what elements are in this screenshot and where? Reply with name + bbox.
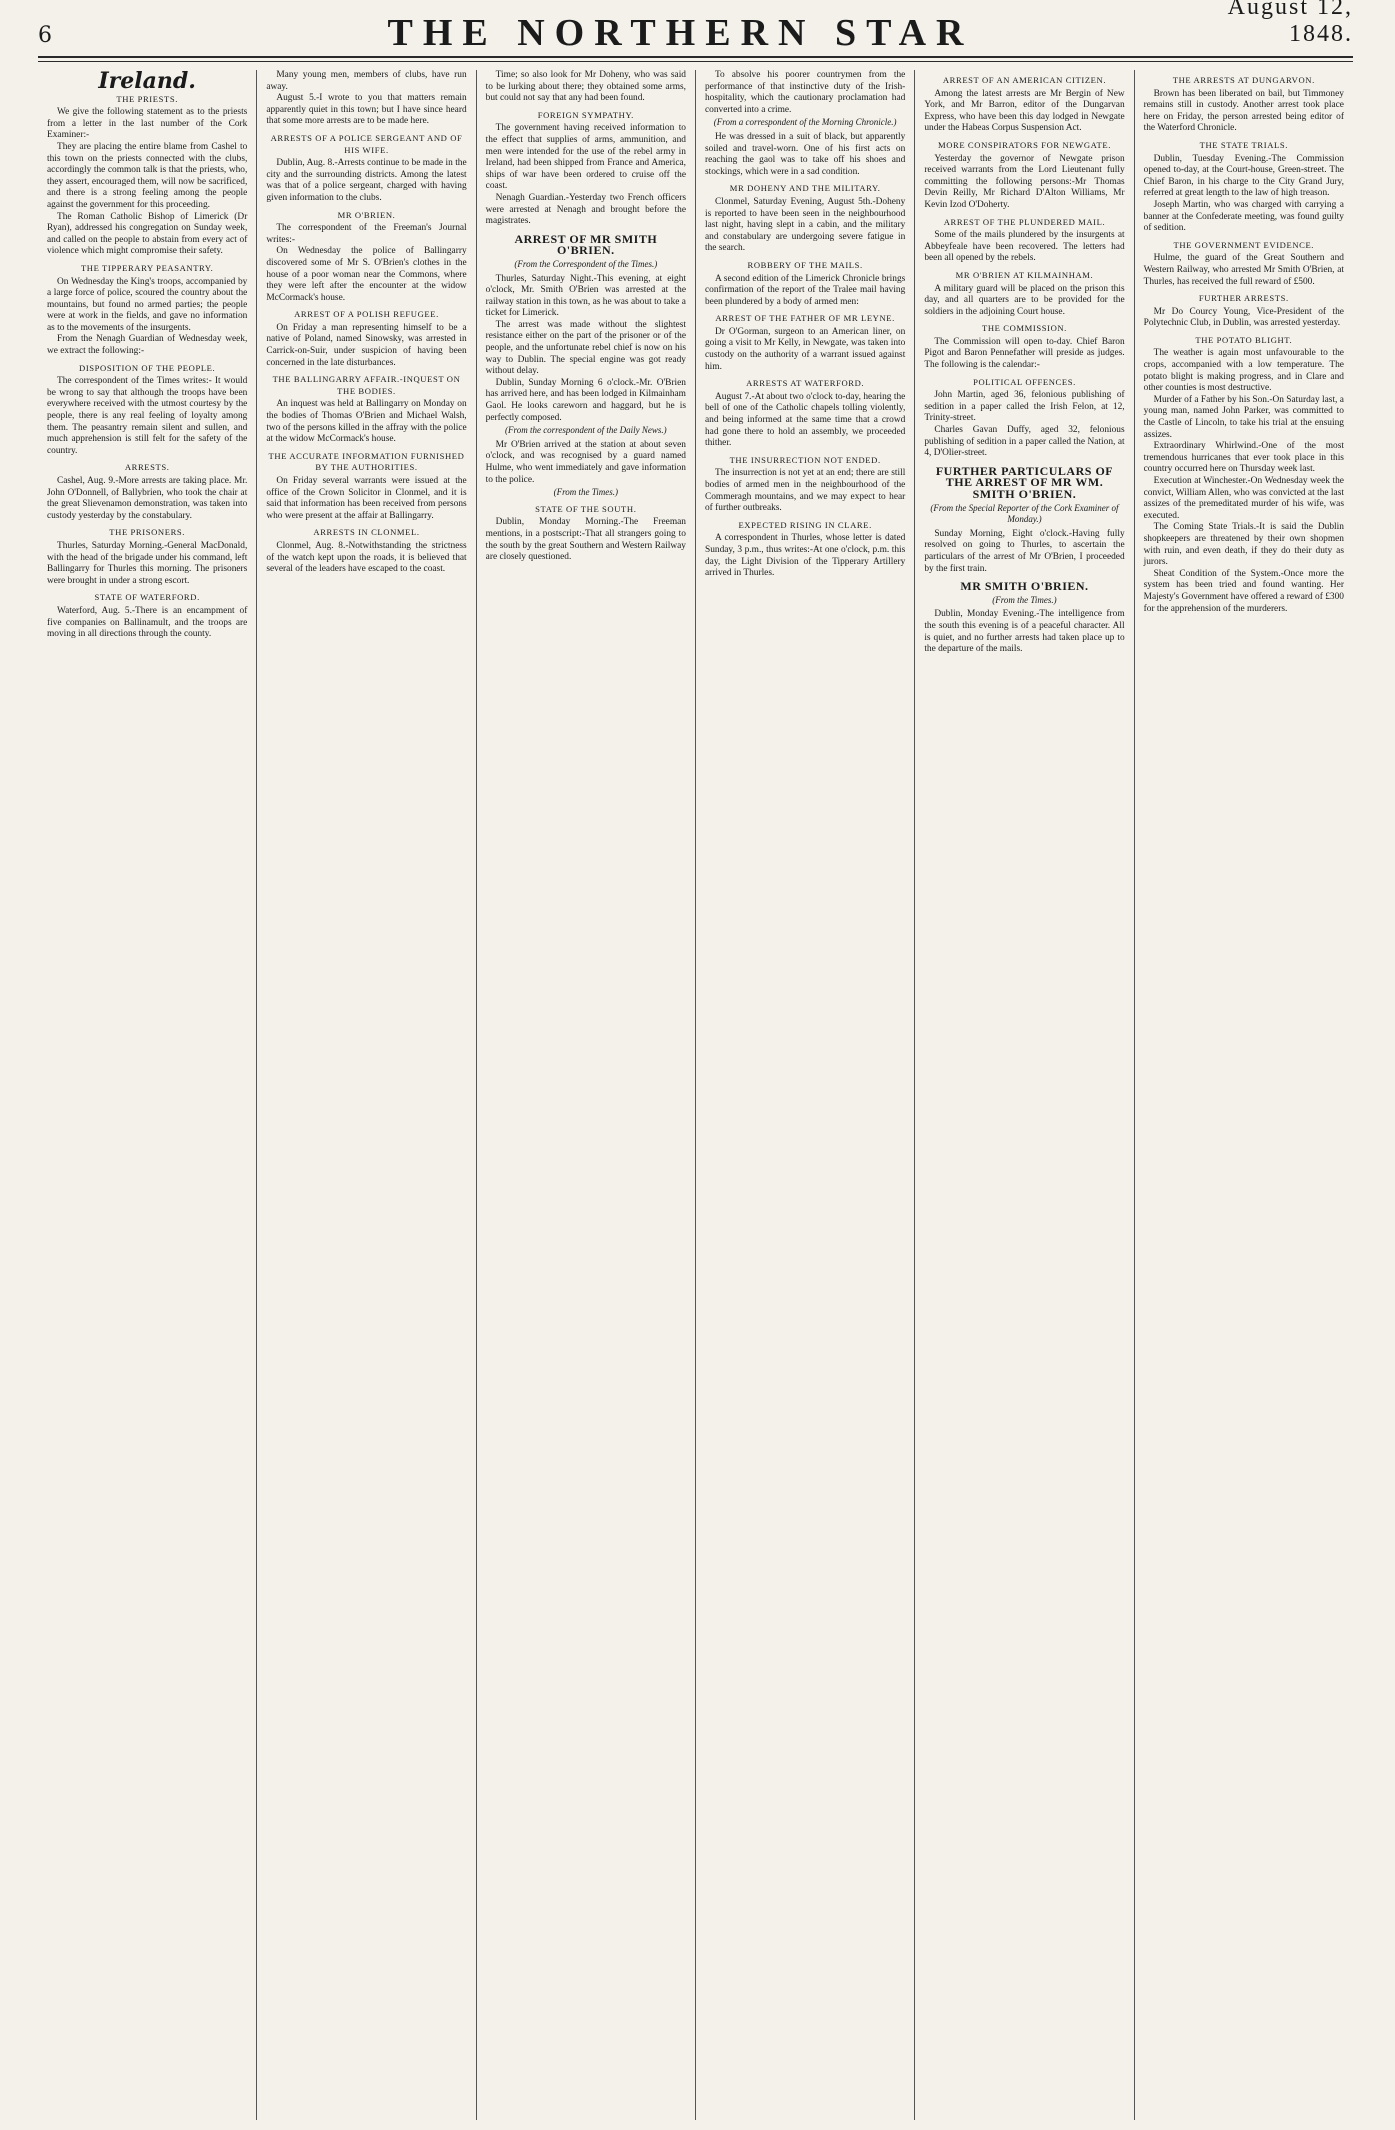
article-paragraph: Dublin, Monday Evening.-The intelligence from the south this evening is of a peaceful character. All is quiet, and no further arrests had taken place up to the departure of the mails. xyxy=(924,609,1125,655)
article-paragraph: Thurles, Saturday Night.-This evening, at eight o'clock, Mr. Smith O'Brien was arrested at the railway station in this town, as he was about to take a ticket for Limerick. xyxy=(485,273,686,319)
article-headline: ARRESTS OF A POLICE SERGEANT AND OF HIS WIFE. xyxy=(270,132,463,155)
article-paragraph: On Friday several warrants were issued at the office of the Crown Solicitor in Clonmel, and it is said that information has been received from persons who were present at the affair at Ballingarry. xyxy=(266,476,467,521)
article-paragraph: Some of the mails plundered by the insurgents at Abbeyfeale have been recovered. The letters had been all opened by the rebels. xyxy=(924,230,1125,264)
article-headline: THE POTATO BLIGHT. xyxy=(1195,334,1293,345)
major-headline: MR SMITH O'BRIEN. xyxy=(960,579,1089,594)
column-6 xyxy=(1135,70,1353,2120)
article-paragraph: Time; so also look for Mr Doheny, who was said to be lurking about there; they obtained some arms, but could not say that any had been found. xyxy=(485,70,686,104)
article-paragraph: The Roman Catholic Bishop of Limerick (Dr Ryan), addressed his congregation on Sunday week, and called on the people to abstain from every act of violence which might compromise their safety. xyxy=(47,211,248,257)
article-paragraph: Waterford, Aug. 5.-There is an encampment of five companies on Ballinamult, and the troops are moving in all directions through the county. xyxy=(47,605,248,640)
article-headline: ARRESTS AT WATERFORD. xyxy=(746,378,865,389)
column-4 xyxy=(696,70,915,2120)
article-paragraph: Dublin, Tuesday Evening.-The Commission opened to-day, at the Court-house, Green-street. The Chief Baron, in his charge to the City Grand Jury, referred at great length to the law of high treason. xyxy=(1143,153,1344,199)
article-paragraph: August 7.-At about two o'clock to-day, hearing the bell of one of the Catholic chapels tolling violently, and being informed at the same time that a crowd had gone there to hold an assembly, we proceeded thither. xyxy=(704,391,906,449)
article-paragraph: Clonmel, Aug. 8.-Notwithstanding the strictness of the watch kept upon the roads, it is believed that several of the leaders have escaped to the coast. xyxy=(266,540,467,575)
article-paragraph: Extraordinary Whirlwind.-One of the most tremendous hurricanes that ever took place in this country occurred here on Thursday week last. xyxy=(1143,441,1344,475)
column-3 xyxy=(477,70,696,2120)
article-paragraph: To absolve his poorer countrymen from the performance of that instinctive duty of the Irish-hospitality, which the cautionary proclamation had converted into a crime. xyxy=(704,70,906,115)
article-headline: ARREST OF A POLISH REFUGEE. xyxy=(294,309,439,320)
article-headline: ARREST OF THE FATHER OF MR LEYNE. xyxy=(715,313,895,324)
column-1 xyxy=(38,70,257,2120)
article-headline: THE GOVERNMENT EVIDENCE. xyxy=(1173,239,1315,250)
article-headline: POLITICAL OFFENCES. xyxy=(973,376,1076,387)
article-paragraph: Dublin, Monday Morning.-The Freeman mentions, in a postscript:-That all strangers going to the south by the great Southern and Western Railway are closely questioned. xyxy=(485,517,686,563)
article-paragraph: Brown has been liberated on bail, but Timmoney remains still in custody. Another arrest took place here on Friday, the person arrested being editor of the Waterford Chronicle. xyxy=(1143,88,1344,134)
section-heading: Ireland. xyxy=(98,70,196,94)
article-paragraph: Sheat Condition of the System.-Once more the system has been tried and found wanting. Her Majesty's Government have offered a reward of £300 for the apprehension of the murderers. xyxy=(1143,568,1344,614)
article-paragraph: Among the latest arrests are Mr Bergin of New York, and Mr Barron, editor of the Dungarvan Express, who have been this day lodged in Newgate under the Habeas Corpus Suspension Act. xyxy=(924,88,1125,134)
article-paragraph: The correspondent of the Freeman's Journal writes:- xyxy=(266,223,467,245)
article-paragraph: August 5.-I wrote to you that matters remain apparently quiet in this town; but I have since heard that some more arrests are to be made here. xyxy=(266,93,467,127)
article-paragraph: A military guard will be placed on the prison this day, and all quarters are to be provided for the soldiers in the adjoining Court house. xyxy=(924,283,1125,317)
article-paragraph: Joseph Martin, who was charged with carrying a banner at the Confederate meeting, was found guilty of sedition. xyxy=(1143,199,1344,234)
article-paragraph: Sunday Morning, Eight o'clock.-Having fully resolved on going to Thurles, to ascertain the particulars of the arrest of Mr O'Brien, I proceeded by the first train. xyxy=(924,528,1125,574)
article-paragraph: Clonmel, Saturday Evening, August 5th.-Doheny is reported to have been seen in the neighbourhood last night, having slept in a cabin, and the military and constabulary are undergoing severe fatigue in the search. xyxy=(704,196,906,254)
source-credit: (From a correspondent of the Morning Chronicle.) xyxy=(713,117,897,128)
source-credit: (From the Times.) xyxy=(992,594,1057,605)
page-number: 6 xyxy=(38,23,52,48)
column-5 xyxy=(915,70,1134,2120)
article-headline: FOREIGN SYMPATHY. xyxy=(537,109,634,120)
article-paragraph: A second edition of the Limerick Chronicle brings confirmation of the report of the Tralee mail having been plundered by a body of armed men: xyxy=(704,273,906,307)
article-paragraph: The government having received information to the effect that supplies of arms, ammunition, and men were intended for the use of the rebel army in Ireland, had been shipped from France and America, ships of war have been ordered to cruise off the coast. xyxy=(485,123,686,192)
article-paragraph: Many young men, members of clubs, have run away. xyxy=(266,70,467,92)
article-headline: THE BALLINGARRY AFFAIR.-INQUEST ON THE BODIES. xyxy=(272,374,461,396)
article-paragraph: Execution at Winchester.-On Wednesday week the convict, William Allen, who was convicted at the last assizes of the premeditated murder of his wife, was executed. xyxy=(1143,476,1344,521)
article-paragraph: John Martin, aged 36, felonious publishing of sedition in a paper called the Irish Felon, at 12, Trinity-street. xyxy=(924,390,1125,424)
article-headline: THE PRIESTS. xyxy=(116,93,178,104)
article-paragraph: A correspondent in Thurles, whose letter is dated Sunday, 3 p.m., thus writes:-At one o'clock, p.m. this day, the Light Division of the Tipperary Artillery arrived in Thurles. xyxy=(704,533,906,579)
article-paragraph: Hulme, the guard of the Great Southern and Western Railway, who arrested Mr Smith O'Brien, at Thurles, has received the full reward of £500. xyxy=(1143,253,1344,287)
article-headline: THE TIPPERARY PEASANTRY. xyxy=(80,262,214,273)
article-paragraph: The Coming State Trials.-It is said the Dublin shopkeepers are threatened by their own shopmen with ruin, and even death, if they do their duty as jurors. xyxy=(1143,522,1344,568)
article-headline: ARREST OF THE PLUNDERED MAIL. xyxy=(943,216,1106,227)
column-2 xyxy=(257,70,476,2120)
article-paragraph: Nenagh Guardian.-Yesterday two French officers were arrested at Nenagh and brought before the magistrates. xyxy=(485,192,686,227)
article-columns xyxy=(38,70,1353,2120)
major-headline: ARREST OF MR SMITH O'BRIEN. xyxy=(514,231,658,258)
masthead xyxy=(38,0,1353,52)
article-paragraph: Dublin, Aug. 8.-Arrests continue to be made in the city and the surrounding districts. Among the latest was that of a police sergeant, charged with having given information to the clubs. xyxy=(266,158,467,203)
source-credit: (From the Times.) xyxy=(553,487,619,498)
article-paragraph: Thurles, Saturday Morning.-General MacDonald, with the head of the brigade under his command, left Ballingarry for Thurles this morning. The prisoners were brought in under a strong escort. xyxy=(47,540,248,586)
article-headline: ARRESTS. xyxy=(124,462,170,473)
article-paragraph: Dr O'Gorman, surgeon to an American liner, on going a visit to Mr Kelly, in Newgate, was taken into custody on the authority of a warrant issued against him. xyxy=(704,326,906,372)
article-paragraph: Mr O'Brien arrived at the station at about seven o'clock, and was recognised by a guard named Hulme, who went immediately and gave information to the police. xyxy=(485,439,686,485)
article-paragraph: He was dressed in a suit of black, but apparently soiled and travel-worn. One of his first acts on reaching the gaol was to take off his shoes and stockings, which were in a sad condition. xyxy=(704,131,906,177)
article-paragraph: On Friday a man representing himself to be a native of Poland, named Sinowsky, was arrested in Carrick-on-Suir, under suspicion of having been concerned in the late disturbances. xyxy=(266,322,467,368)
article-paragraph: Mr Do Courcy Young, Vice-President of the Polytechnic Club, in Dublin, was arrested yesterday. xyxy=(1143,306,1344,329)
article-paragraph: Cashel, Aug. 9.-More arrests are taking place. Mr. John O'Donnell, of Ballybrien, who took the chair at the great Slievenamon demonstration, was taken into custody yesterday by the constabulary. xyxy=(47,476,248,521)
major-headline: FURTHER PARTICULARS OF THE ARREST OF MR WM. SMITH O'BRIEN. xyxy=(935,463,1114,501)
article-paragraph: On Wednesday the King's troops, accompanied by a large force of police, scoured the country about the mountains, but found no armed parties; the people were at work in the fields, and gave no information as to the movements of the insurgents. xyxy=(47,276,248,333)
article-paragraph: An inquest was held at Ballingarry on Monday on the bodies of Thomas O'Brien and Michael Walsh, two of the persons killed in the affray with the police at the widow McCormack's house. xyxy=(266,399,467,445)
article-headline: MORE CONSPIRATORS FOR NEWGATE. xyxy=(937,139,1111,150)
article-headline: FURTHER ARRESTS. xyxy=(1198,293,1289,304)
article-paragraph: They are placing the entire blame from Cashel to this town on the priests connected with the clubs, accordingly the common talk is that the priests, who, they assert, encouraged them, will now be sacrificed, and there is a strong feeling among the people against the government for this proceeding. xyxy=(47,141,248,210)
source-credit: (From the Special Reporter of the Cork Examiner of Monday.) xyxy=(930,502,1119,525)
article-headline: ROBBERY OF THE MAILS. xyxy=(747,259,863,270)
article-headline: ARREST OF AN AMERICAN CITIZEN. xyxy=(942,75,1107,85)
article-headline: STATE OF THE SOUTH. xyxy=(535,503,637,514)
article-headline: THE INSURRECTION NOT ENDED. xyxy=(729,454,881,465)
article-paragraph: The Commission will open to-day. Chief Baron Pigot and Baron Pennefather will preside as judges. The following is the calendar:- xyxy=(924,336,1125,371)
article-headline: THE ACCURATE INFORMATION FURNISHED BY THE AUTHORITIES. xyxy=(268,450,465,473)
article-paragraph: The insurrection is not yet at an end; there are still bodies of armed men in the neighbourhood of the Commeragh mountains, and we may expect to hear of further outbreaks. xyxy=(704,468,906,514)
article-paragraph: We give the following statement as to the priests from a letter in the last number of the Cork Examiner:- xyxy=(47,107,248,141)
article-paragraph: On Wednesday the police of Ballingarry discovered some of Mr S. O'Brien's clothes in the house of a poor woman near the Commons, where they were left after the encounter at the widow McCormack's house. xyxy=(266,246,467,303)
article-paragraph: The weather is again most unfavourable to the crops, accompanied with a low temperature. The potato blight is making progress, and in Clare and other counties is most destructive. xyxy=(1143,348,1344,394)
article-paragraph: Yesterday the governor of Newgate prison received warrants from the Lord Lieutenant fully committing the following persons:-Mr Thomas Devin Reilly, Mr Richard D'Alton Williams, Mr Kevin Izod O'Doherty. xyxy=(924,153,1125,210)
article-headline: DISPOSITION OF THE PEOPLE. xyxy=(79,362,216,373)
article-paragraph: The arrest was made without the slightest resistance either on the part of the prisoner or of the people, and the unfortunate rebel chief is now on his way to Dublin. The special engine was got ready without delay. xyxy=(485,319,686,377)
article-headline: THE PRISONERS. xyxy=(109,527,186,538)
article-paragraph: The correspondent of the Times writes:- It would be wrong to say that although the troops have been everywhere received with the utmost courtesy by the people, there is any real feeling of loyalty among them. The peasantry remain silent and sullen, and much apprehension is still felt for the safety of the country. xyxy=(47,376,248,456)
article-paragraph: Dublin, Sunday Morning 6 o'clock.-Mr. O'Brien has arrived here, and has been lodged in Kilmainham Gaol. He looks careworn and haggard, but he is perfectly composed. xyxy=(485,377,686,423)
article-headline: EXPECTED RISING IN CLARE. xyxy=(738,519,872,530)
source-credit: (From the correspondent of the Daily News.) xyxy=(505,425,667,436)
header-rule xyxy=(38,56,1353,62)
issue-date: August 12, 1848. xyxy=(1227,0,1353,47)
article-headline: MR O'BRIEN. xyxy=(337,209,396,220)
source-credit: (From the Correspondent of the Times.) xyxy=(514,258,658,269)
article-paragraph: Charles Gavan Duffy, aged 32, felonious publishing of sedition in a paper called the Nation, at 4, D'Olier-street. xyxy=(924,425,1125,459)
newspaper-title: THE NORTHERN STAR xyxy=(387,12,974,54)
article-headline: MR O'BRIEN AT KILMAINHAM. xyxy=(955,269,1094,280)
article-headline: THE STATE TRIALS. xyxy=(1199,139,1288,150)
article-headline: STATE OF WATERFORD. xyxy=(94,592,200,603)
article-paragraph: Murder of a Father by his Son.-On Saturday last, a young man, named John Parker, was committed to the Castle of Lincoln, to take his trial at the ensuing assizes. xyxy=(1143,394,1344,440)
article-headline: THE COMMISSION. xyxy=(982,323,1067,334)
article-headline: THE ARRESTS AT DUNGARVON. xyxy=(1172,75,1315,85)
article-headline: ARRESTS IN CLONMEL. xyxy=(313,527,420,538)
article-headline: MR DOHENY AND THE MILITARY. xyxy=(729,183,881,194)
article-paragraph: From the Nenagh Guardian of Wednesday week, we extract the following:- xyxy=(47,334,248,357)
